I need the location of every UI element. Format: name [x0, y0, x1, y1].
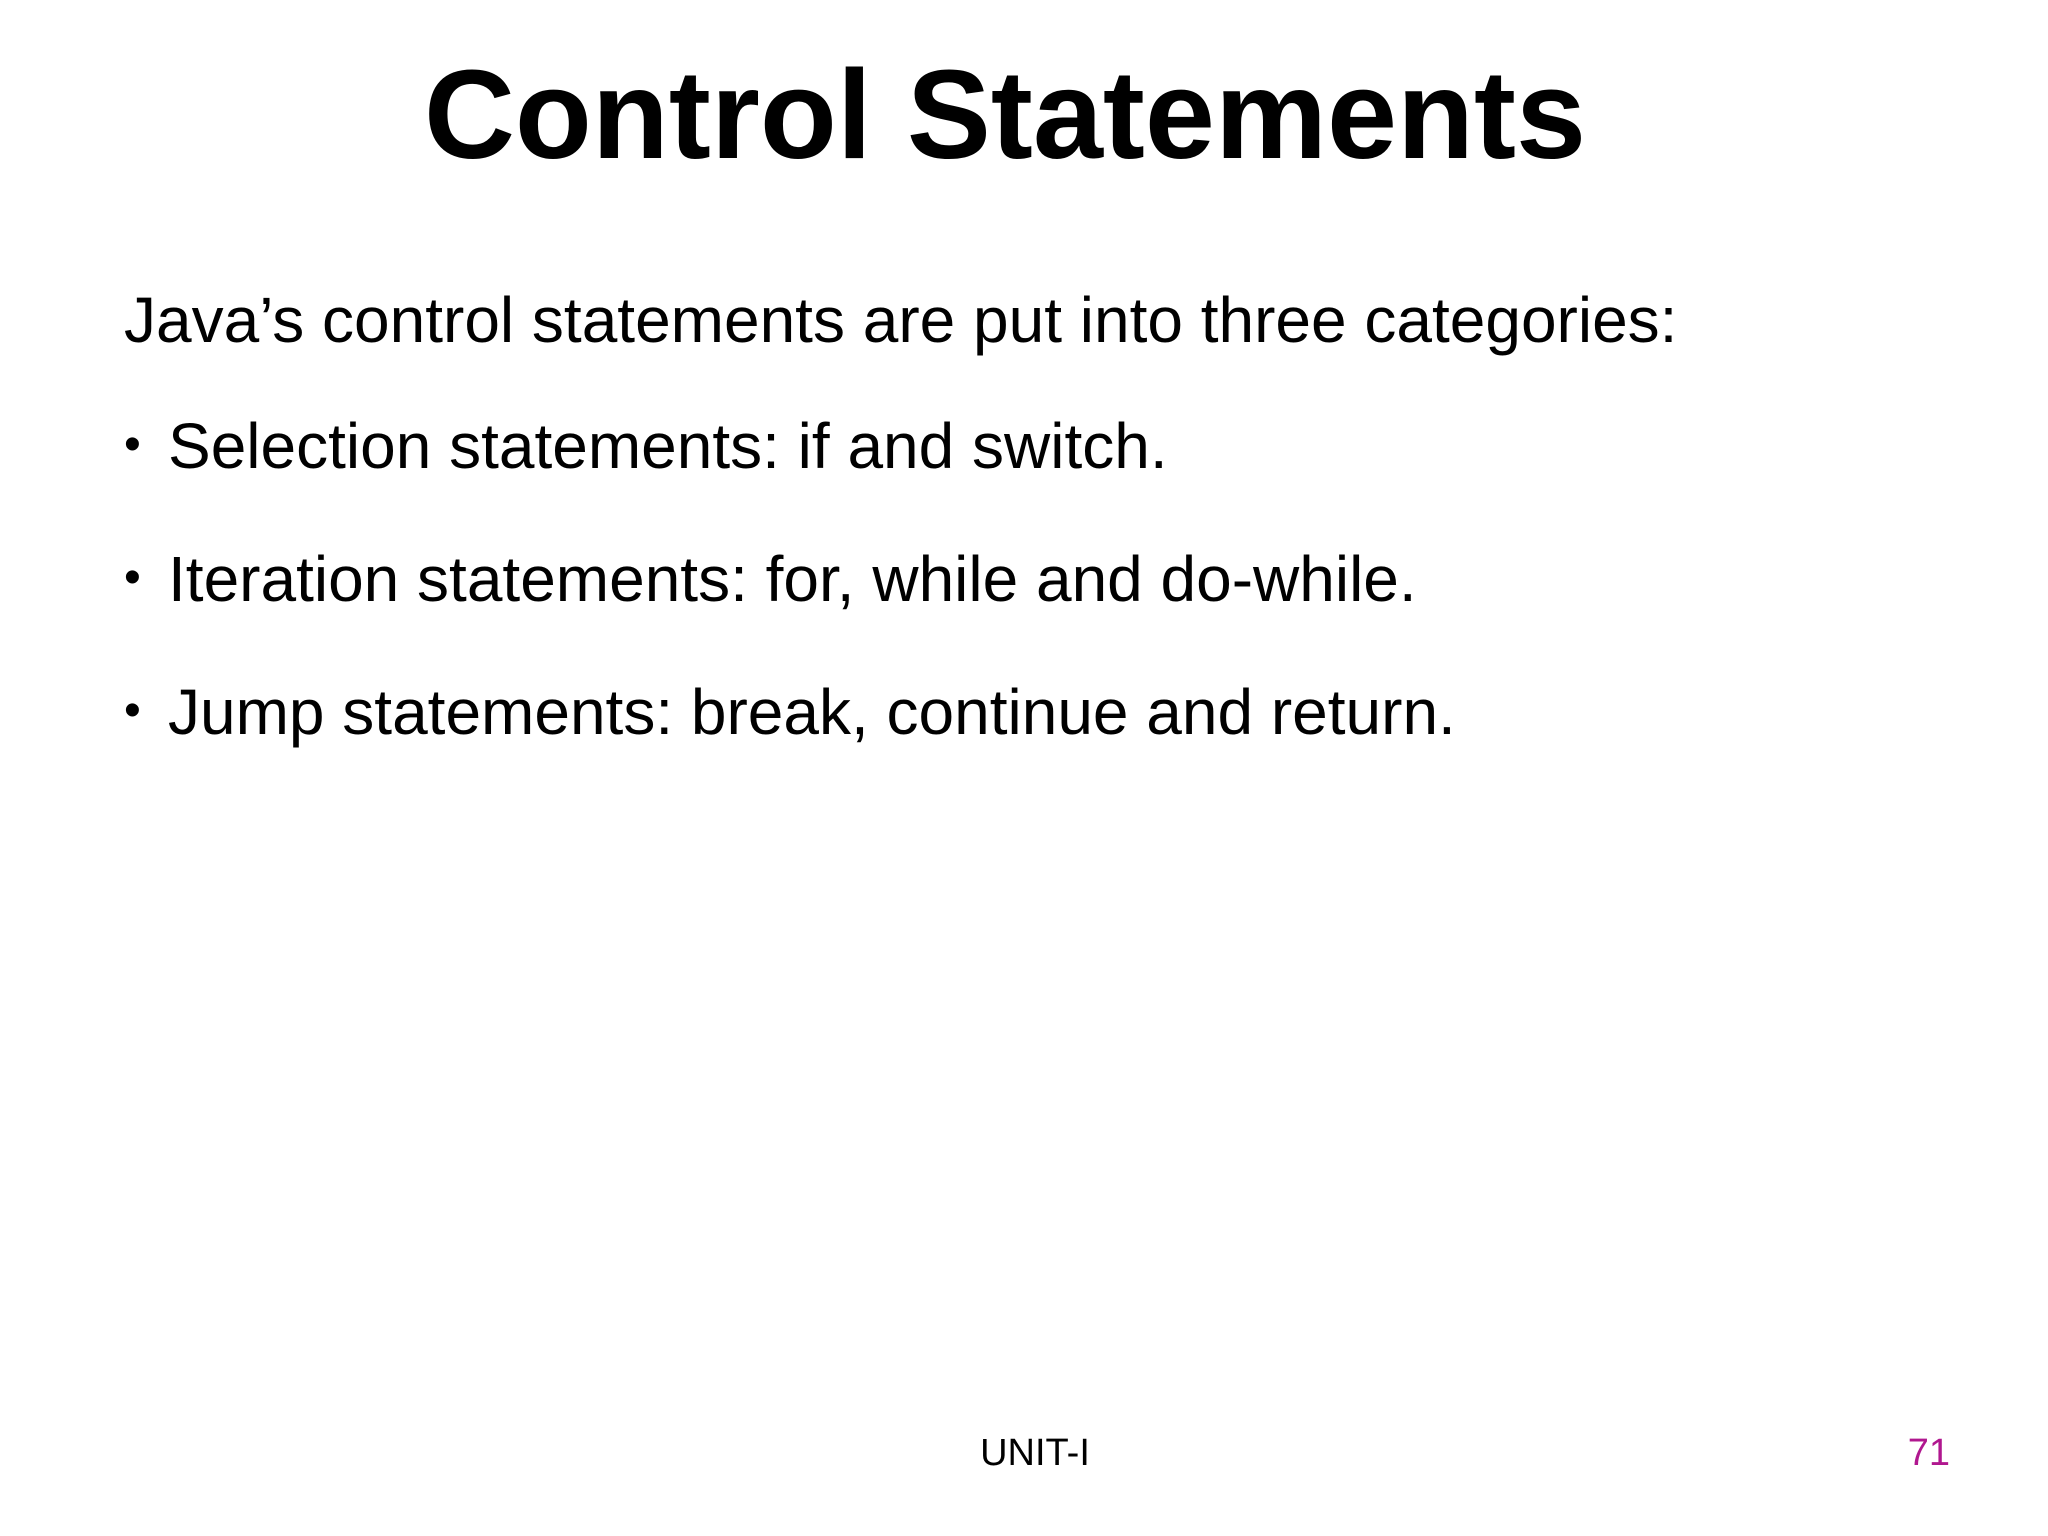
bullet-item — [124, 541, 1984, 624]
bullet-text: Iteration statements: for, while and do-while. — [168, 543, 1417, 615]
bullet-icon: • — [124, 418, 141, 471]
slide-title: Control Statements — [423, 44, 1587, 185]
bullet-item — [124, 674, 1984, 757]
intro-text: Java’s control statements are put into three categories: — [124, 284, 1678, 356]
footer-unit-label: UNIT-I — [980, 1432, 1090, 1474]
bullet-icon: • — [124, 551, 141, 604]
bullet-list — [124, 408, 1984, 757]
bullet-item — [124, 408, 1984, 491]
bullet-text: Selection statements: if and switch. — [168, 410, 1168, 482]
page-number: 71 — [1907, 1432, 1950, 1474]
bullet-text: Jump statements: break, continue and return. — [168, 676, 1456, 748]
bullet-icon: • — [124, 684, 141, 737]
slide-body — [124, 282, 1984, 807]
